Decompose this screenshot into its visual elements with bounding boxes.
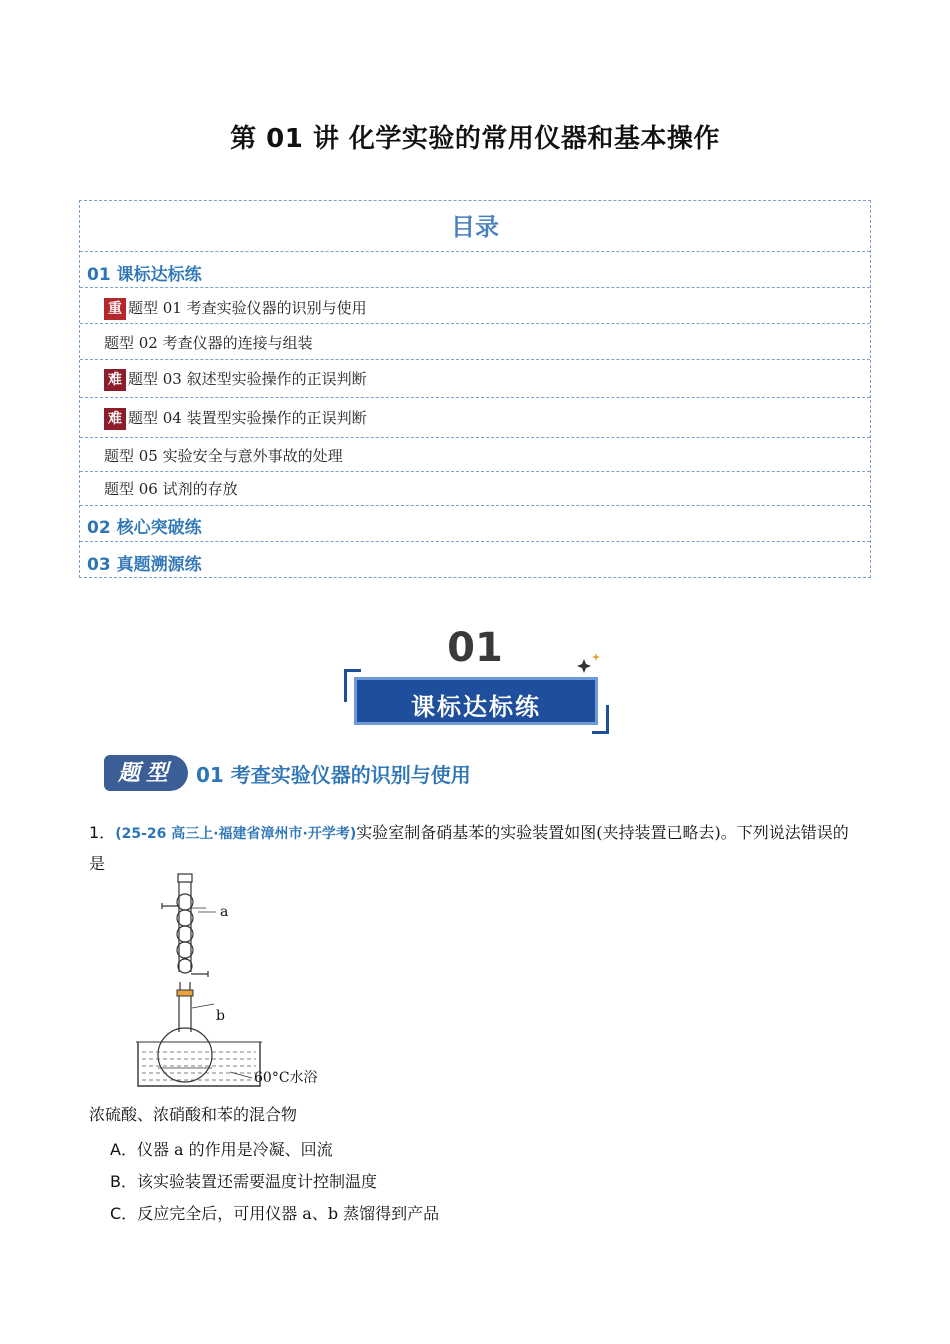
section-banner — [340, 625, 615, 735]
toc-section-2[interactable]: 02 核心突破练 — [80, 505, 870, 541]
figure-caption: 浓硫酸、浓硝酸和苯的混合物 — [89, 1105, 298, 1124]
banner-number: 01 — [447, 625, 503, 671]
type-badge: 题型 — [104, 755, 188, 791]
option-c[interactable]: C．反应完全后，可用仪器 a、b 蒸馏得到产品 — [110, 1204, 440, 1223]
sparkle-icon — [576, 651, 606, 675]
toc-item-3[interactable]: 难 题型 03 叙述型实验操作的正误判断 — [80, 359, 870, 397]
toc-item-1[interactable]: 重 题型 01 考查实验仪器的识别与使用 — [80, 287, 870, 323]
question-type-header — [104, 755, 664, 795]
question-stem: 1．(25-26 高三上·福建省漳州市·开学考)实验室制备硝基苯的实验装置如图(夹持装置已略去)。下列说法错误的是 — [89, 823, 849, 873]
hard-tag-icon: 难 — [104, 369, 126, 391]
toc-heading: 目录 — [451, 213, 499, 241]
option-b[interactable]: B．该实验装置还需要温度计控制温度 — [110, 1172, 377, 1191]
option-a[interactable]: A．仪器 a 的作用是冷凝、回流 — [110, 1140, 333, 1159]
toc-section-3[interactable]: 03 真题溯源练 — [80, 541, 870, 577]
apparatus-figure — [130, 872, 350, 1100]
toc-item-6[interactable]: 题型 06 试剂的存放 — [80, 471, 870, 505]
toc-item-2[interactable]: 题型 02 考查仪器的连接与组装 — [80, 323, 870, 359]
key-tag-icon: 重 — [104, 298, 126, 320]
banner-box — [354, 677, 598, 725]
type-title: 01 考查实验仪器的识别与使用 — [196, 763, 471, 787]
hard-tag-icon: 难 — [104, 408, 126, 430]
toc-section-1[interactable]: 01 课标达标练 — [80, 251, 870, 291]
page-title: 第 01 讲 化学实验的常用仪器和基本操作 — [230, 124, 720, 154]
label-b: b — [216, 1008, 225, 1024]
label-bath: 60°C水浴 — [254, 1070, 318, 1086]
toc-item-5[interactable]: 题型 05 实验安全与意外事故的处理 — [80, 437, 870, 471]
label-a: a — [220, 904, 229, 920]
toc-item-4[interactable]: 难 题型 04 装置型实验操作的正误判断 — [80, 397, 870, 437]
banner-label: 课标达标练 — [411, 693, 541, 721]
table-of-contents — [79, 200, 871, 578]
question-source: (25-26 高三上·福建省漳州市·开学考) — [115, 826, 357, 842]
